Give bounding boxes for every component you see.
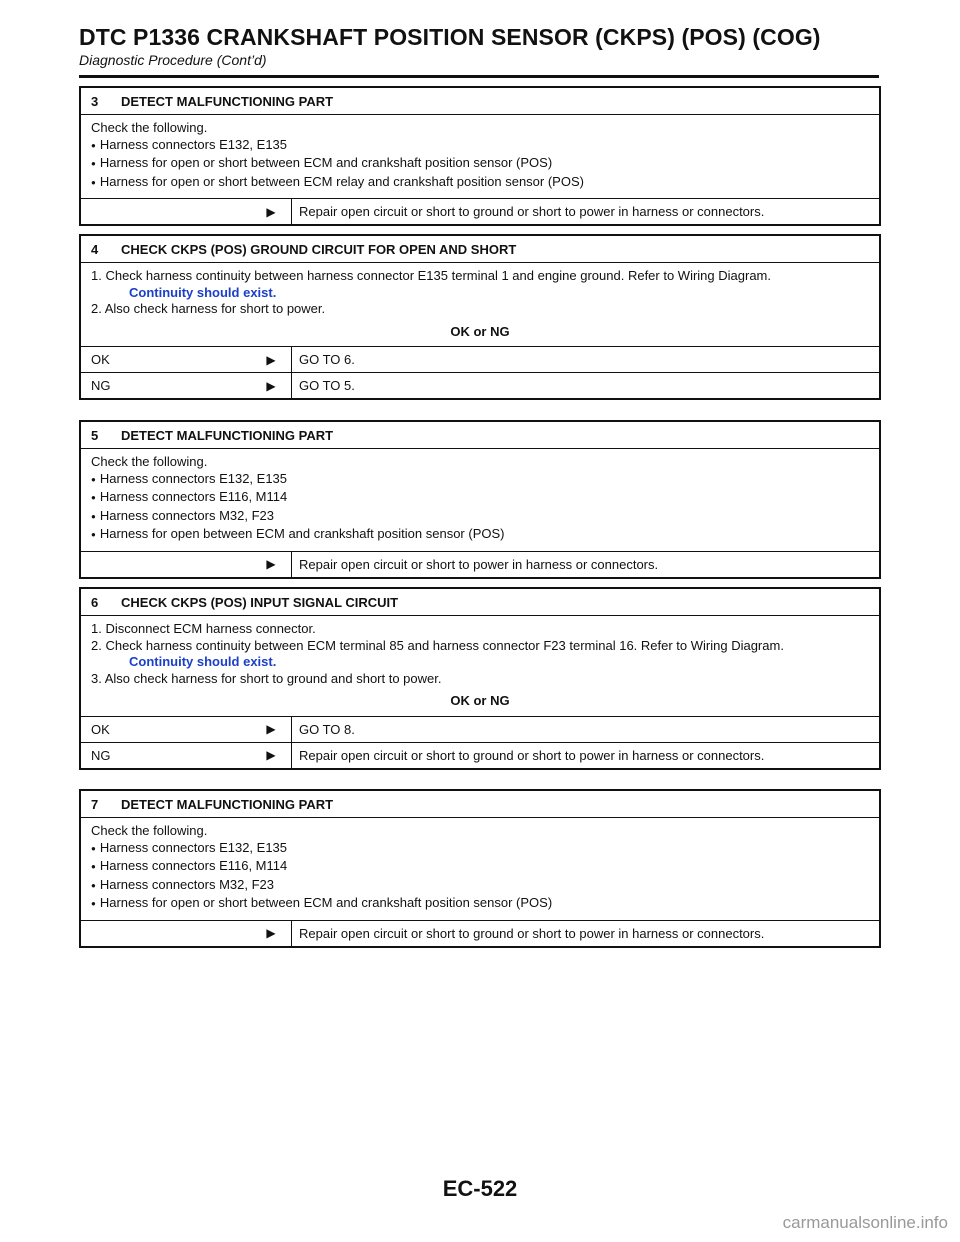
result-row xyxy=(81,551,879,577)
body-line: Check the following. xyxy=(91,454,208,469)
page-subtitle: Diagnostic Procedure (Cont’d) xyxy=(79,52,267,68)
step-header xyxy=(81,88,879,114)
arrow-icon: ▶ xyxy=(266,748,276,762)
body-line: 1. Check harness continuity between harness connector E135 terminal 1 and engine ground. Refer to Wiring Diagram. xyxy=(91,268,771,283)
result-row xyxy=(81,920,879,946)
body-line: 3. Also check harness for short to ground and short to power. xyxy=(91,670,442,686)
step-title: DETECT MALFUNCTIONING PART xyxy=(121,427,334,443)
result-row-ng xyxy=(81,372,879,398)
step-7-box xyxy=(79,789,881,948)
result-text: GO TO 5. xyxy=(291,373,879,398)
result-text: Repair open circuit or short to ground or short to power in harness or connectors. xyxy=(291,743,879,768)
arrow-icon: ▶ xyxy=(266,204,276,219)
result-row-ng xyxy=(81,742,879,768)
bullet-item: ● Harness connectors E132, E135 xyxy=(91,840,869,859)
step-5-box xyxy=(79,420,881,579)
arrow-icon: ▶ xyxy=(266,352,276,367)
body-line: 2. Check harness continuity between ECM terminal 85 and harness connector F23 terminal 16. Refer to Wiring Diagram. xyxy=(91,637,784,653)
step-number: 7 xyxy=(91,796,99,812)
step-number: 4 xyxy=(91,241,99,257)
arrow-icon: ▶ xyxy=(266,378,276,393)
page-title: DTC P1336 CRANKSHAFT POSITION SENSOR (CKPS) (POS) (COG) xyxy=(79,24,821,50)
step-header xyxy=(81,589,879,615)
step-6-box xyxy=(79,587,881,770)
bullet-item: ● Harness connectors M32, F23 xyxy=(91,877,869,896)
step-body xyxy=(81,817,879,920)
ok-or-ng: OK or NG xyxy=(450,323,510,339)
result-text: Repair open circuit or short to ground or short to power in harness or connectors. xyxy=(291,921,879,946)
result-text: GO TO 6. xyxy=(291,347,879,372)
result-row-ok xyxy=(81,716,879,742)
result-label: OK xyxy=(91,721,110,737)
body-line: 2. Also check harness for short to power. xyxy=(91,301,326,316)
result-row xyxy=(81,198,879,224)
step-header xyxy=(81,791,879,817)
continuity-note: Continuity should exist. xyxy=(129,654,277,669)
bullet-item: ● Harness for open or short between ECM and crankshaft position sensor (POS) xyxy=(91,155,869,174)
bullet-item: ● Harness connectors E132, E135 xyxy=(91,137,869,156)
header-rule xyxy=(79,75,879,78)
step-number: 3 xyxy=(91,93,99,109)
result-text: Repair open circuit or short to power in harness or connectors. xyxy=(291,552,879,577)
step-number: 6 xyxy=(91,594,99,610)
arrow-icon: ▶ xyxy=(266,557,276,571)
result-label: NG xyxy=(91,747,111,763)
page-header xyxy=(79,24,879,69)
step-title: DETECT MALFUNCTIONING PART xyxy=(121,93,334,109)
bullet-item: ● Harness for open or short between ECM and crankshaft position sensor (POS) xyxy=(91,895,869,914)
step-header xyxy=(81,422,879,448)
result-label: NG xyxy=(91,378,111,393)
arrow-icon: ▶ xyxy=(266,722,276,736)
step-title: CHECK CKPS (POS) GROUND CIRCUIT FOR OPEN AND SHORT xyxy=(121,241,517,257)
bullet-item: ● Harness for open between ECM and crankshaft position sensor (POS) xyxy=(91,526,869,545)
result-text: Repair open circuit or short to ground or short to power in harness or connectors. xyxy=(291,199,879,224)
result-label: OK xyxy=(91,352,110,367)
step-body xyxy=(81,262,879,346)
watermark: carmanualsonline.info xyxy=(782,1213,948,1232)
step-title: DETECT MALFUNCTIONING PART xyxy=(121,796,334,812)
step-title: CHECK CKPS (POS) INPUT SIGNAL CIRCUIT xyxy=(121,594,399,610)
step-3-box xyxy=(79,86,881,226)
bullet-item: ● Harness connectors E116, M114 xyxy=(91,858,869,877)
body-line: Check the following. xyxy=(91,120,208,135)
ok-or-ng: OK or NG xyxy=(450,693,510,708)
step-body xyxy=(81,114,879,198)
body-line: Check the following. xyxy=(91,823,208,838)
step-4-box xyxy=(79,234,881,400)
step-number: 5 xyxy=(91,427,99,443)
bullet-item: ● Harness connectors M32, F23 xyxy=(91,508,869,527)
result-text: GO TO 8. xyxy=(291,717,879,742)
arrow-icon: ▶ xyxy=(266,926,276,940)
step-body xyxy=(81,615,879,716)
step-header xyxy=(81,236,879,262)
result-row-ok xyxy=(81,346,879,372)
page-number: EC-522 xyxy=(442,1176,518,1201)
bullet-item: ● Harness connectors E116, M114 xyxy=(91,489,869,508)
step-body xyxy=(81,448,879,551)
body-line: 1. Disconnect ECM harness connector. xyxy=(91,621,316,636)
bullet-item: ● Harness for open or short between ECM relay and crankshaft position sensor (POS) xyxy=(91,174,869,193)
continuity-note: Continuity should exist. xyxy=(129,284,277,300)
bullet-item: ● Harness connectors E132, E135 xyxy=(91,471,869,490)
